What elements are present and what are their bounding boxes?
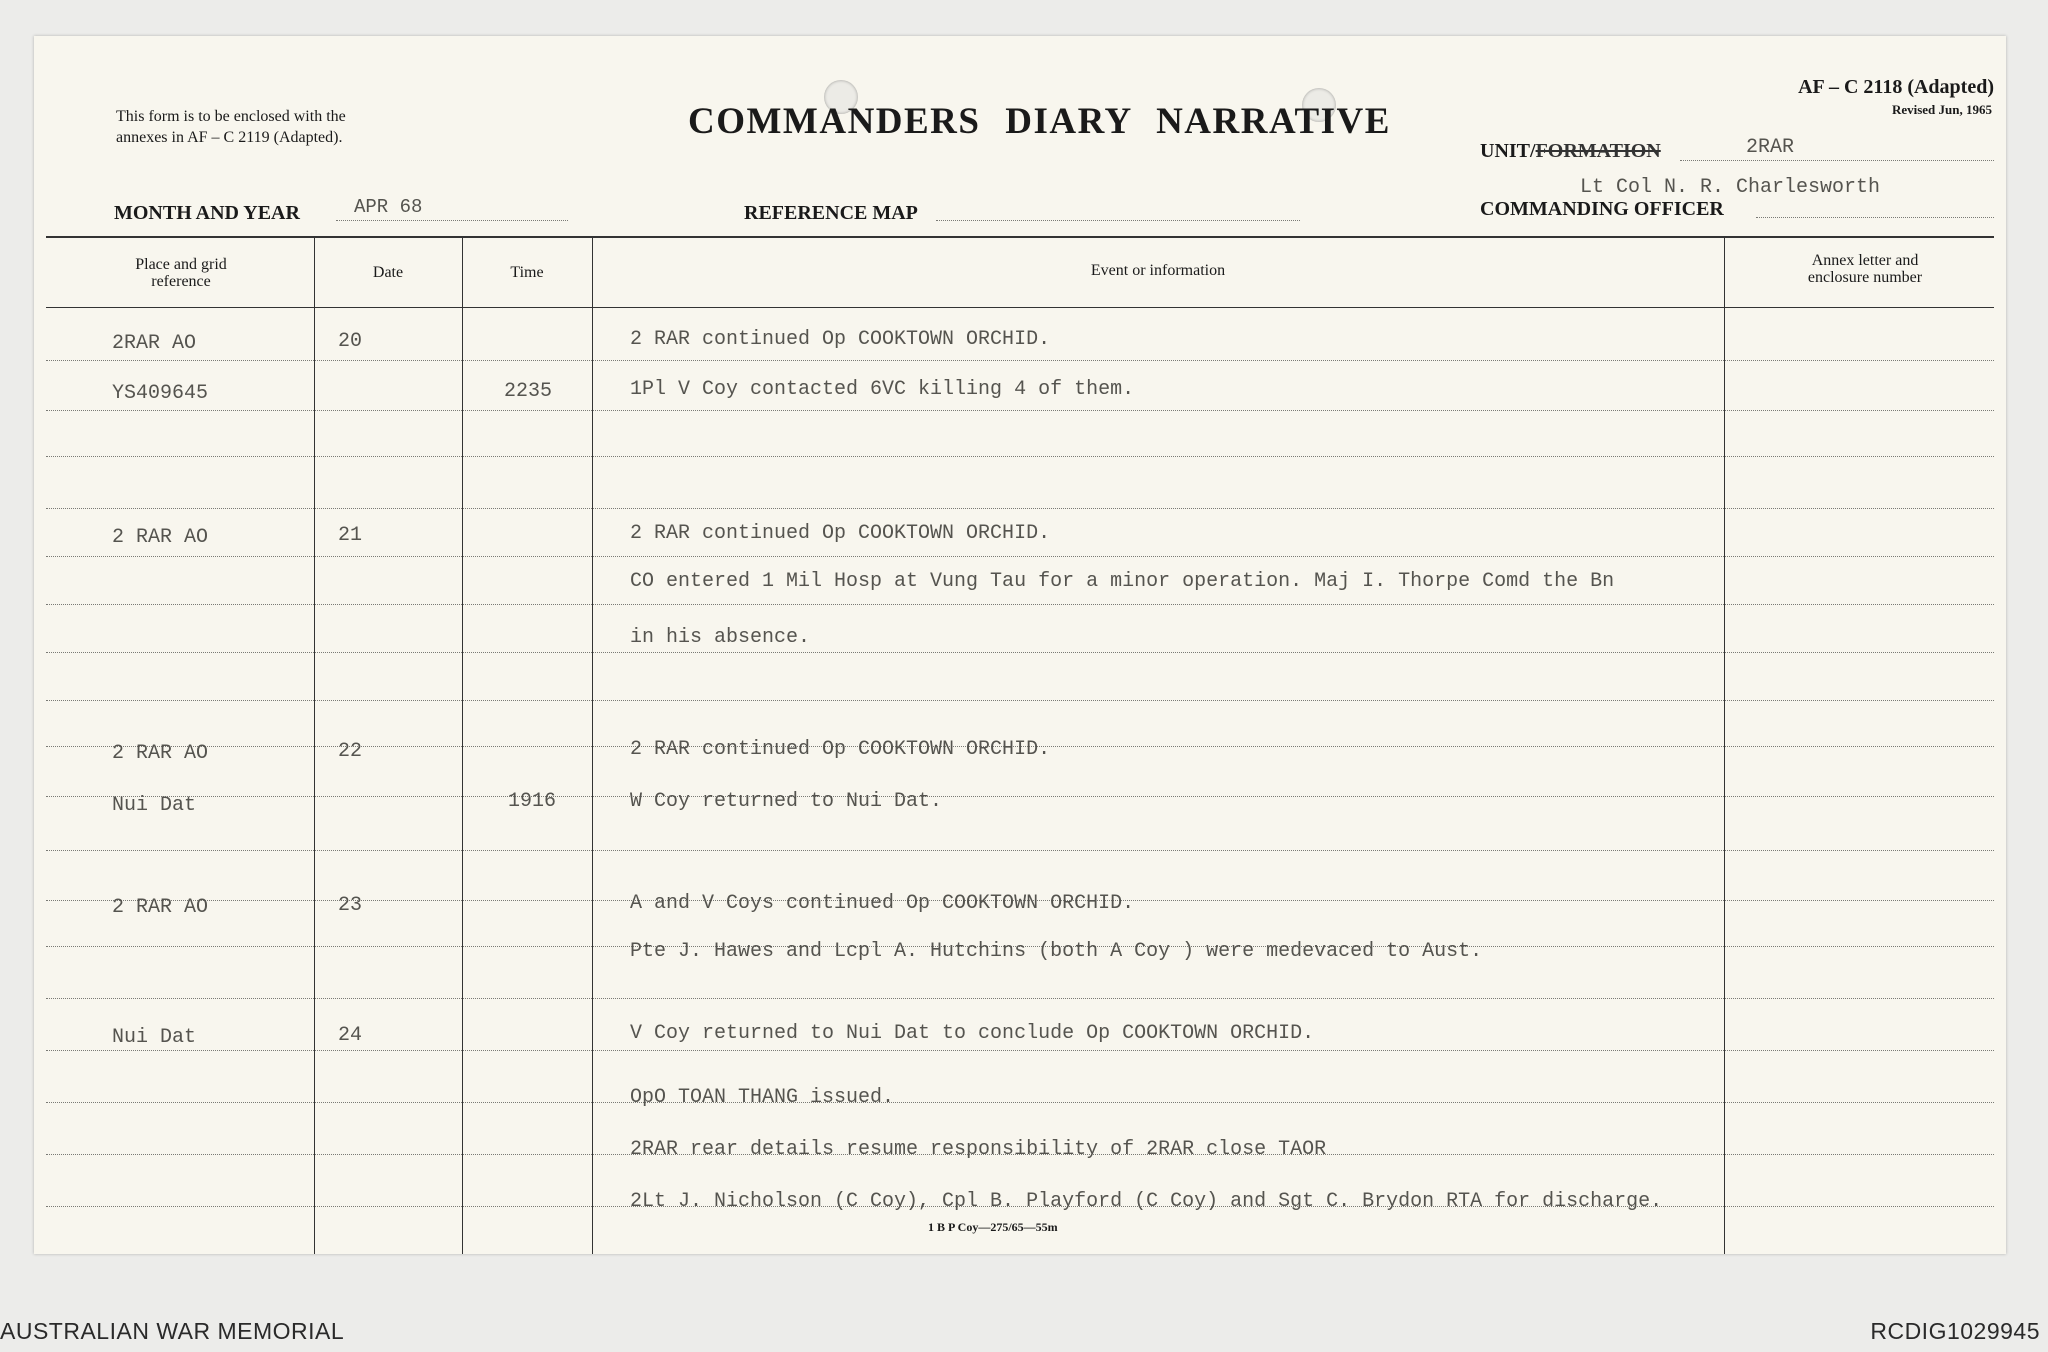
- column-header-place-line-2: reference: [151, 273, 211, 290]
- diary-form-sheet: [34, 36, 2006, 1254]
- table-top-rule: [46, 236, 1994, 238]
- ruled-line: [46, 850, 1994, 851]
- column-header-place: [54, 256, 308, 290]
- ruled-line: [46, 652, 1994, 653]
- ruled-line: [46, 508, 1994, 509]
- reference-map-label: REFERENCE MAP: [744, 202, 918, 224]
- unit-label: [1480, 140, 1661, 163]
- month-year-value: APR 68: [354, 196, 423, 218]
- row-event: 1Pl V Coy contacted 6VC killing 4 of them.: [630, 378, 1135, 401]
- enclosure-note: [116, 106, 346, 148]
- ruled-line: [46, 360, 1994, 361]
- form-title: COMMANDERS DIARY NARRATIVE: [688, 101, 1391, 142]
- row-event: CO entered 1 Mil Hosp at Vung Tau for a minor operation. Maj I. Thorpe Comd the Bn: [630, 570, 1615, 593]
- row-event: V Coy returned to Nui Dat to conclude Op COOKTOWN ORCHID.: [630, 1022, 1315, 1045]
- month-dotted-line: [336, 220, 568, 221]
- row-place: 2RAR AO: [112, 332, 197, 355]
- row-place: Nui Dat: [112, 1026, 197, 1049]
- row-event: 2 RAR continued Op COOKTOWN ORCHID.: [630, 328, 1051, 351]
- row-event: A and V Coys continued Op COOKTOWN ORCHID.: [630, 892, 1135, 915]
- unit-dotted-line: [1680, 160, 1994, 161]
- enclosure-note-line-1: This form is to be enclosed with the: [116, 108, 346, 125]
- column-header-place-line-1: Place and grid: [135, 256, 227, 273]
- commanding-officer-label: COMMANDING OFFICER: [1480, 198, 1724, 220]
- column-header-annex: [1724, 252, 2006, 286]
- ruled-line: [46, 1102, 1994, 1103]
- row-time: 2235: [504, 380, 553, 403]
- enclosure-note-line-2: annexes in AF – C 2119 (Adapted).: [116, 129, 343, 146]
- row-date: 23: [338, 894, 363, 917]
- ruled-line: [46, 700, 1994, 701]
- ruled-line: [46, 998, 1994, 999]
- form-code: AF – C 2118 (Adapted): [1798, 76, 1994, 98]
- row-event: W Coy returned to Nui Dat.: [630, 790, 943, 813]
- ruled-line: [46, 410, 1994, 411]
- table-header-rule: [46, 307, 1994, 308]
- column-header-annex-line-1: Annex letter and: [1811, 252, 1919, 269]
- column-header-event: Event or information: [1090, 262, 1226, 279]
- co-dotted-line: [1756, 217, 1994, 218]
- row-event: 2 RAR continued Op COOKTOWN ORCHID.: [630, 522, 1051, 545]
- unit-label-prefix: UNIT/: [1480, 140, 1536, 162]
- row-time: 1916: [508, 790, 557, 813]
- row-event: 2 RAR continued Op COOKTOWN ORCHID.: [630, 738, 1051, 761]
- row-place: 2 RAR AO: [112, 526, 209, 549]
- row-event: Pte J. Hawes and Lcpl A. Hutchins (both A Coy ) were medevaced to Aust.: [630, 940, 1483, 963]
- ruled-line: [46, 604, 1994, 605]
- row-date: 24: [338, 1024, 363, 1047]
- revised-date: Revised Jun, 1965: [1891, 102, 1992, 117]
- row-event: 2Lt J. Nicholson (C Coy), Cpl B. Playford (C Coy) and Sgt C. Brydon RTA for discharge.: [630, 1190, 1663, 1213]
- reference-map-dotted-line: [936, 220, 1300, 221]
- row-event: in his absence.: [630, 626, 811, 649]
- ruled-line: [46, 1050, 1994, 1051]
- ruled-line: [46, 556, 1994, 557]
- ruled-line: [46, 456, 1994, 457]
- printer-imprint: 1 B P Coy—275/65—55m: [928, 1220, 1058, 1234]
- unit-value: 2RAR: [1746, 136, 1795, 159]
- column-header-date: Date: [372, 264, 404, 281]
- column-header-annex-line-2: enclosure number: [1807, 269, 1923, 286]
- row-event: OpO TOAN THANG issued.: [630, 1086, 895, 1109]
- formation-struck-label: FORMATION: [1535, 140, 1661, 162]
- commanding-officer-value: Lt Col N. R. Charlesworth: [1580, 176, 1881, 199]
- month-year-label: MONTH AND YEAR: [114, 202, 300, 224]
- row-place: 2 RAR AO: [112, 896, 209, 919]
- row-place: 2 RAR AO: [112, 742, 209, 765]
- row-place: YS409645: [112, 382, 209, 405]
- ruled-line: [46, 796, 1994, 797]
- row-date: 20: [338, 330, 363, 353]
- row-event: 2RAR rear details resume responsibility of 2RAR close TAOR: [630, 1138, 1327, 1161]
- row-date: 22: [338, 740, 363, 763]
- column-header-time: Time: [510, 264, 544, 281]
- row-date: 21: [338, 524, 363, 547]
- record-id: RCDIG1029945: [1870, 1318, 2040, 1344]
- row-place: Nui Dat: [112, 794, 197, 817]
- archive-label: AUSTRALIAN WAR MEMORIAL: [0, 1318, 345, 1344]
